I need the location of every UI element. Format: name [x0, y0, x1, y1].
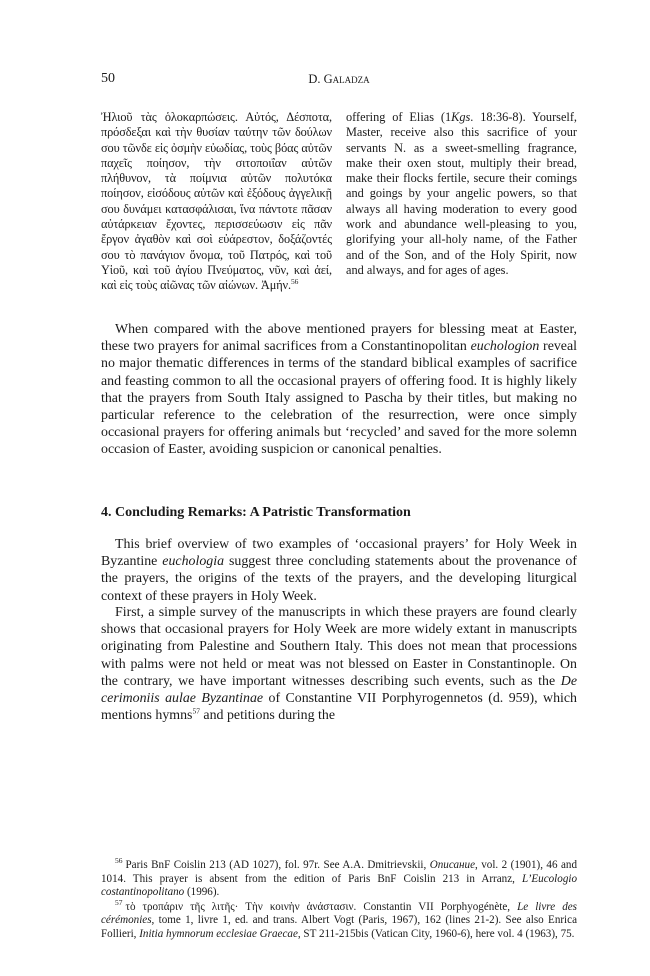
english-column: [346, 110, 577, 278]
paragraph3-text-c: and petitions during the: [199, 708, 335, 724]
greek-column: [101, 110, 332, 294]
paragraph1-text-a: When compared with the above mentioned prayers for blessing meat at Easter, these two prayers for animal sacrifices from a Constantinopolitan: [101, 322, 577, 355]
running-header: [101, 71, 577, 91]
paragraph2-text-b: suggest three concluding statements about the provenance of the prayers, the origins of the texts of the prayers, and the developing liturgical context of these prayers in Holy Week.: [101, 554, 577, 604]
greek-text: Ἠλιοῦ τὰς ὁλοκαρπώσεις. Αὐτός, Δέσποτα, πρόσδεξαι καὶ τὴν θυσίαν ταύτην τῶν δούλων σου τῶνδε εἰς ὀσμὴν εὐωδίας, τοὺς βόας αὐτῶν παχεῖς ποίησον, τὴν σιτοποιΐαν αὐτῶν πλήθυνον, τὰ ποίμνια αὐτῶν πολυτόκα ποίησον, εἰσόδους αὐτῶν καὶ ἐξόδους ἀγγελικῇ σου δυνάμει κατασφάλισαι, ἵνα πάντοτε πᾶσαν αὐτάρκειαν ἔχοντες, περισσεύωσιν εἰς πᾶν ἔργον ἀγαθὸν καὶ σοὶ εὐάρεστον, δοξάζοντές σου τὸ πανάγιον ὄνομα, τοῦ Πατρός, καὶ τοῦ Υἱοῦ, καὶ τοῦ ἁγίου Πνεύματος, νῦν, καὶ ἀεί, καὶ εἰς τοὺς αἰῶνας τῶν αἰώνων. Ἀμήν.: [101, 110, 332, 293]
english-prayer-text: [346, 110, 577, 278]
footnotes: [101, 856, 577, 942]
section-heading: 4. Concluding Remarks: A Patristic Transformation: [101, 505, 411, 520]
paragraph-comparison: [101, 321, 577, 459]
footnote-57: [101, 897, 577, 942]
paragraph2-text-a: This brief overview of two examples of ‘occasional prayers’ for Holy Week in Byzantine: [101, 537, 577, 570]
footnote-text: , vol. 2 (1901), 46 and 1014. This prayer is absent from the edition of Paris BnF Coislin 213 in Arranz,: [101, 859, 577, 885]
footnote-text: (1996).: [184, 886, 220, 898]
paragraph1-italic: euchologion: [470, 339, 540, 355]
footnote-ref-56: 56: [290, 277, 299, 287]
footnote-italic: Описание: [429, 859, 475, 871]
footnote-56: [101, 856, 577, 900]
paragraph2-italic: euchologia: [162, 554, 225, 570]
paragraph3-text-b: of Constantine VII Porphyrogennetos (d. 959), which mentions hymns: [101, 691, 578, 724]
footnote-text: Paris BnF Coislin 213 (AD 1027), fol. 97r. See A.A. Dmitrievskii,: [125, 859, 430, 871]
footnote-italic: L’Eucologio costantinopolitano: [101, 872, 577, 898]
footnote-ref-57: 57: [192, 706, 200, 716]
greek-prayer-text: [101, 110, 332, 294]
footnote-italic: Initia hymnorum ecclesiae Graecae: [139, 927, 298, 940]
running-author: D. Galadza: [308, 72, 370, 86]
footnote-number: 56: [115, 856, 123, 866]
scripture-ref: Kgs: [451, 110, 471, 124]
english-text-start: offering of Elias (1: [346, 110, 452, 124]
footnote-text: , ST 211-215bis (Vatican City, 1960-6), here vol. 4 (1963), 75.: [297, 927, 575, 940]
paragraph-manuscripts: [101, 604, 577, 724]
footnote-text: , tome 1, livre 1, ed. and trans. Albert Vogt (Paris, 1967), 162 (lines 21-2). See also Enrica Follieri,: [101, 914, 577, 940]
paragraph3-text-a: First, a simple survey of the manuscripts in which these prayers are found clearly shows that occasional prayers for Holy Week are more widely extant in manuscripts originating from Palestine and Southern Italy. This does not mean that processions with palms were not held or meat was not blessed on Easter in Constantinople. On the contrary, we have important witnesses describing such events, such as the: [101, 605, 577, 689]
paragraph-overview: [101, 536, 577, 605]
footnote-text: τὸ τροπάριν τῆς λιτῆς· Τὴν κοινὴν ἀνάστασιν. Constantin VII Porphyogénète,: [125, 900, 518, 913]
paragraph1-text-b: reveal no major thematic differences in terms of the standard biblical examples of sacrifice and feasting common to all the occasional prayers of offering food. It is highly likely that the prayers from South Italy assigned to Pascha by their titles, but making no particular reference to the celebration of the resurrection, were once simply occasional prayers for offering animals but ‘recycled’ and saved for the more solemn occasion of Easter, avoiding suspicion or canonical penalties.: [101, 339, 577, 458]
footnote-number: 57: [115, 897, 123, 907]
english-text-rest: . 18:36-8). Yourself, Master, receive also this sacrifice of your servants N. as a sweet-smelling fragrance, make their oxen stout, multiply their bread, make their flocks fertile, secure their comings and goings by your angelic powers, so that always all having moderation to every good work and abundance well-pleasing to you, glorifying your all-holy name, of the Father and of the Son, and of the Holy Spirit, now and always, and for ages of ages.: [346, 110, 577, 277]
paragraph3-italic: De cerimoniis aulae Byzantinae: [101, 673, 577, 707]
page-number: 50: [101, 71, 115, 86]
footnote-italic: Le livre des cérémonies: [101, 900, 577, 926]
